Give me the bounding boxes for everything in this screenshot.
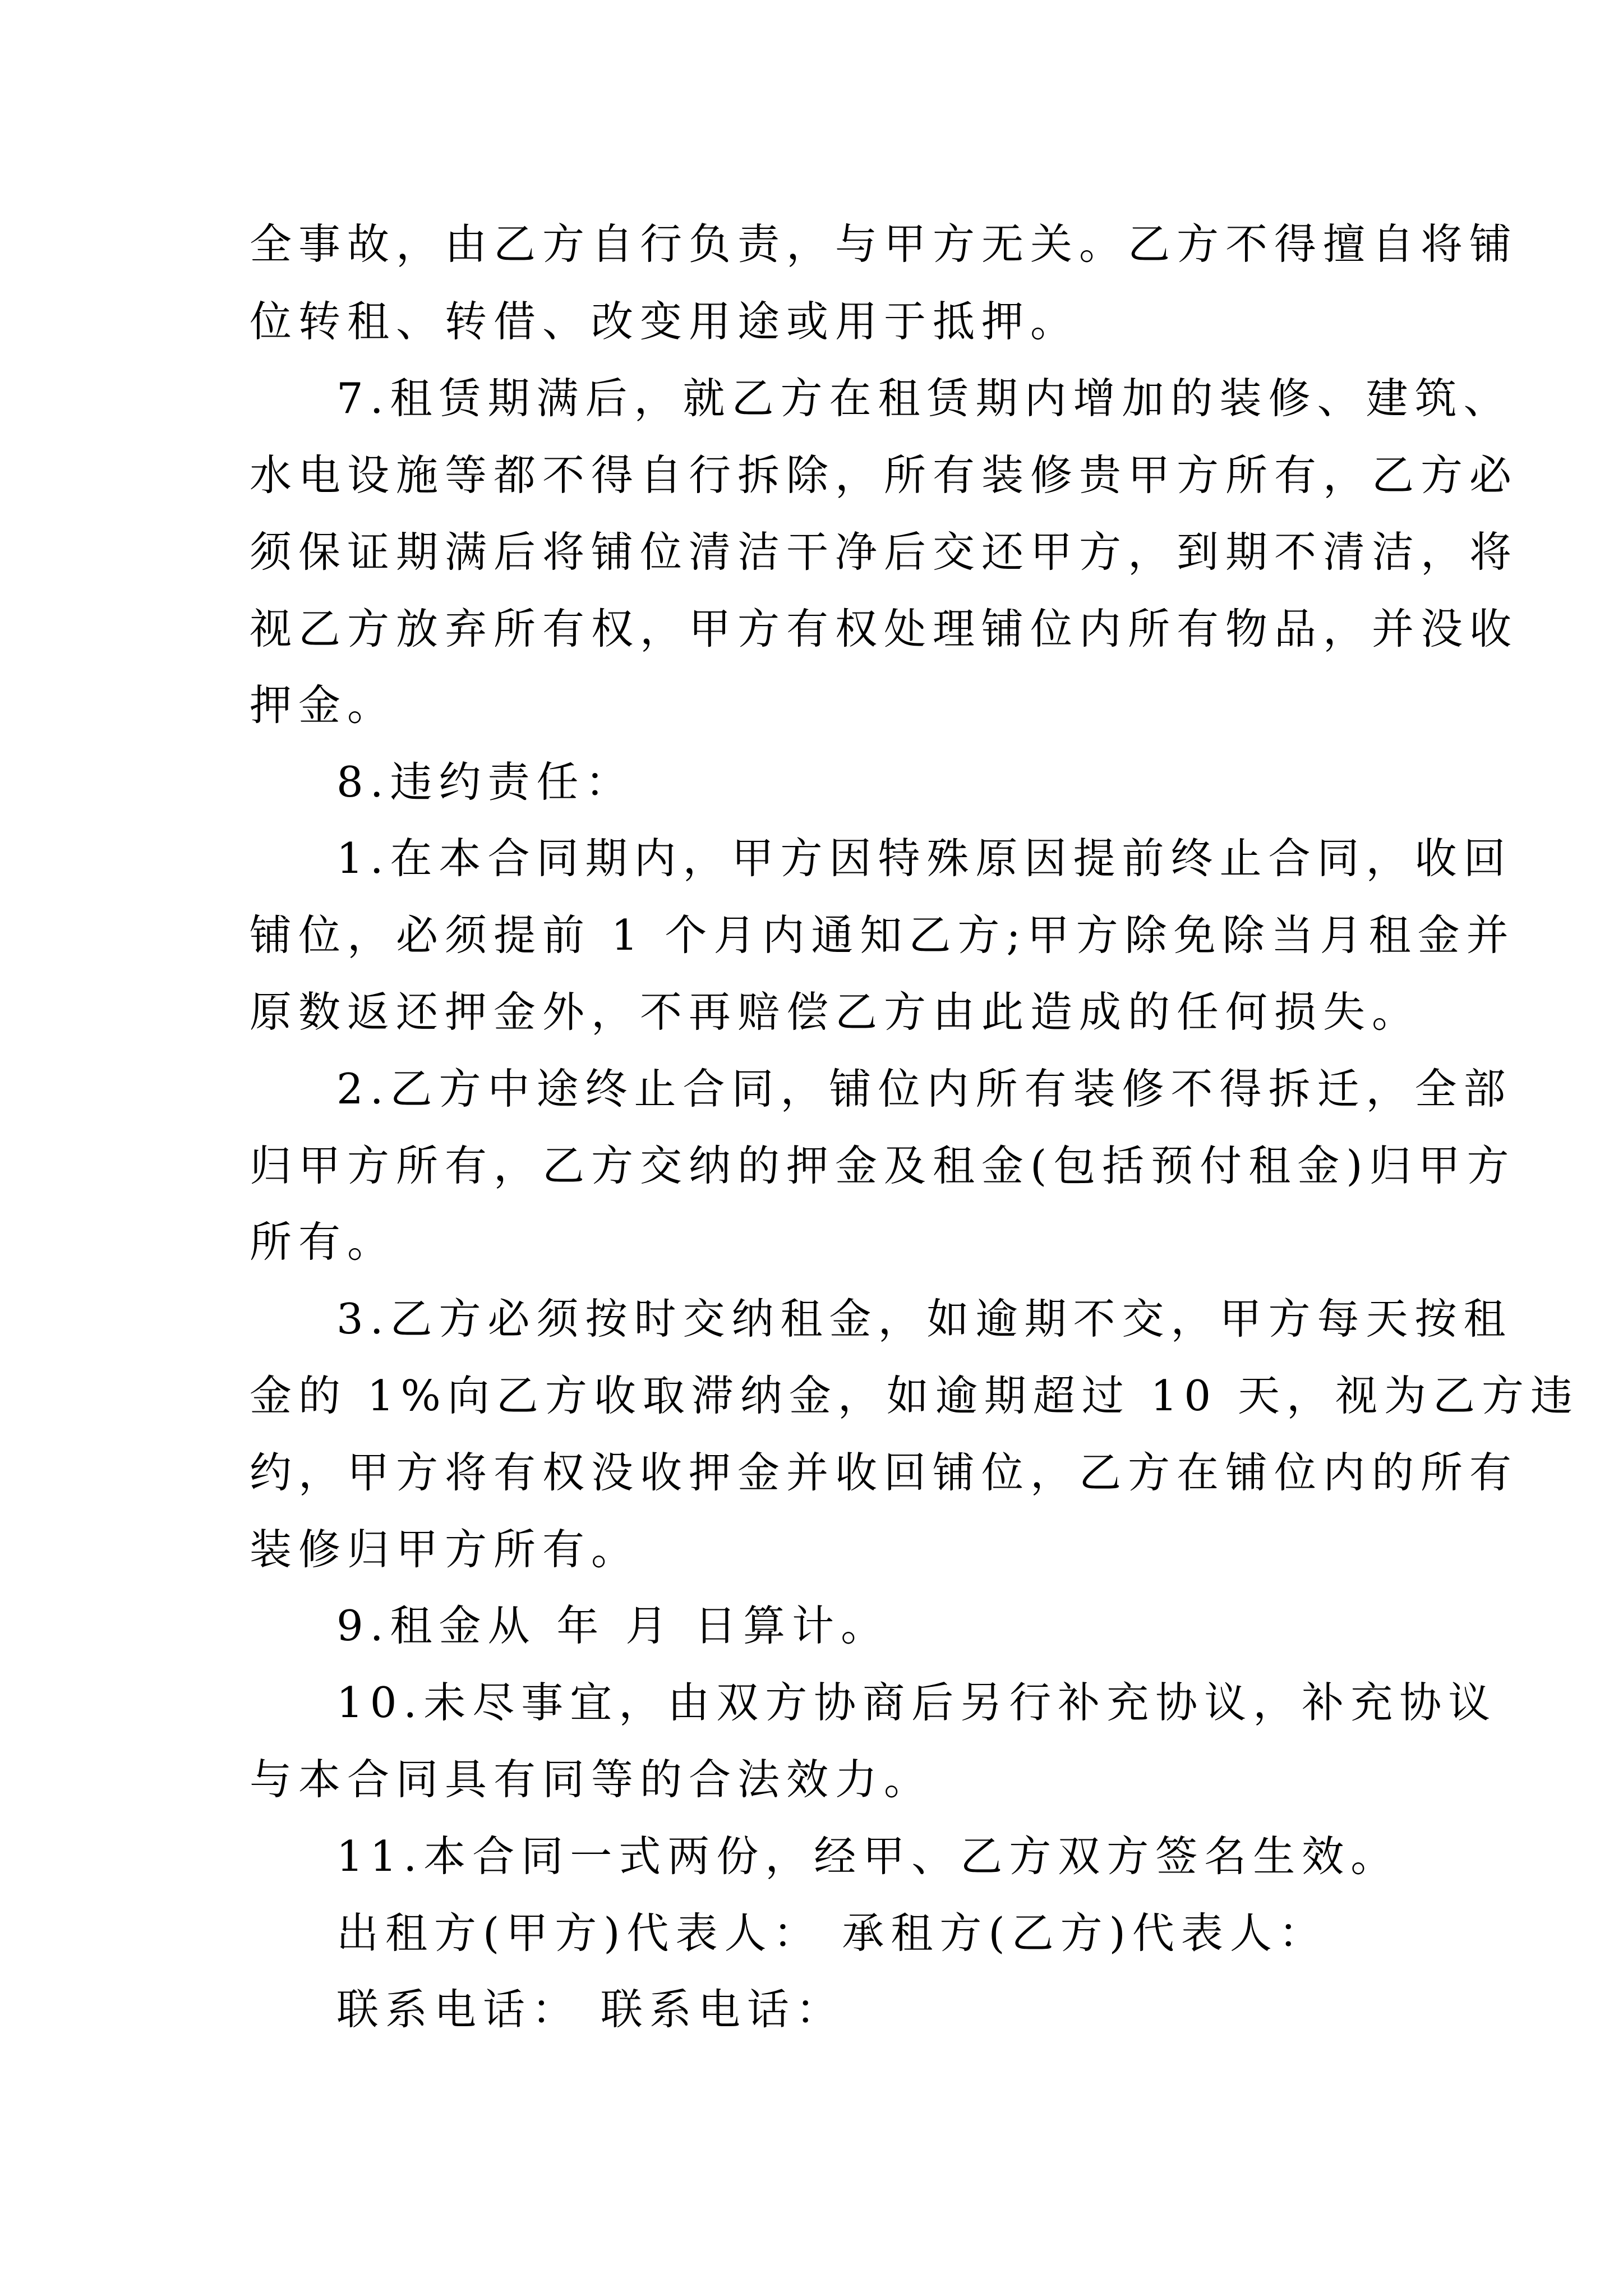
sub-clause-2: 2.乙方中途终止合同，铺位内所有装修不得拆迁，全部 — [336, 1064, 1513, 1114]
text-line: 与本合同具有同等的合法效力。 — [250, 1755, 933, 1804]
text-line: 须保证期满后将铺位清洁干净后交还甲方，到期不清洁，将 — [250, 527, 1519, 577]
text-line: 约，甲方将有权没收押金并收回铺位，乙方在铺位内的所有 — [250, 1448, 1519, 1497]
text-line: 水电设施等都不得自行拆除，所有装修贵甲方所有，乙方必 — [250, 450, 1519, 500]
text-line: 所有。 — [250, 1217, 396, 1267]
text-line: 装修归甲方所有。 — [250, 1525, 640, 1574]
clause-7: 7.租赁期满后，就乙方在租赁期内增加的装修、建筑、 — [336, 374, 1513, 423]
text-line: 视乙方放弃所有权，甲方有权处理铺位内所有物品，并没收 — [250, 604, 1519, 654]
text-line: 全事故，由乙方自行负责，与甲方无关。乙方不得擅自将铺 — [250, 219, 1519, 269]
text-line: 位转租、转借、改变用途或用于抵押。 — [250, 297, 1080, 346]
sub-clause-1: 1.在本合同期内，甲方因特殊原因提前终止合同，收回 — [336, 834, 1513, 883]
text-line: 归甲方所有，乙方交纳的押金及租金(包括预付租金)归甲方 — [250, 1141, 1516, 1190]
clause-8-heading: 8.违约责任： — [336, 757, 634, 807]
text-line: 押金。 — [250, 680, 396, 730]
text-line: 铺位，必须提前 1 个月内通知乙方;甲方除免除当月租金并 — [250, 910, 1515, 960]
text-line: 原数返还押金外，不再赔偿乙方由此造成的任何损失。 — [250, 987, 1421, 1037]
clause-10: 10.未尽事宜，由双方协商后另行补充协议，补充协议 — [336, 1678, 1497, 1727]
sub-clause-3: 3.乙方必须按时交纳租金，如逾期不交，甲方每天按租 — [336, 1294, 1513, 1343]
clause-11: 11.本合同一式两份，经甲、乙方双方签名生效。 — [336, 1832, 1400, 1881]
signature-phones: 联系电话： 联系电话： — [336, 1985, 845, 2034]
text-line: 金的 1%向乙方收取滞纳金，如逾期超过 10 天，视为乙方违 — [250, 1371, 1579, 1420]
signature-representatives: 出租方(甲方)代表人： 承租方(乙方)代表人： — [336, 1908, 1327, 1958]
clause-9: 9.租金从 年 月 日算计。 — [336, 1601, 890, 1650]
